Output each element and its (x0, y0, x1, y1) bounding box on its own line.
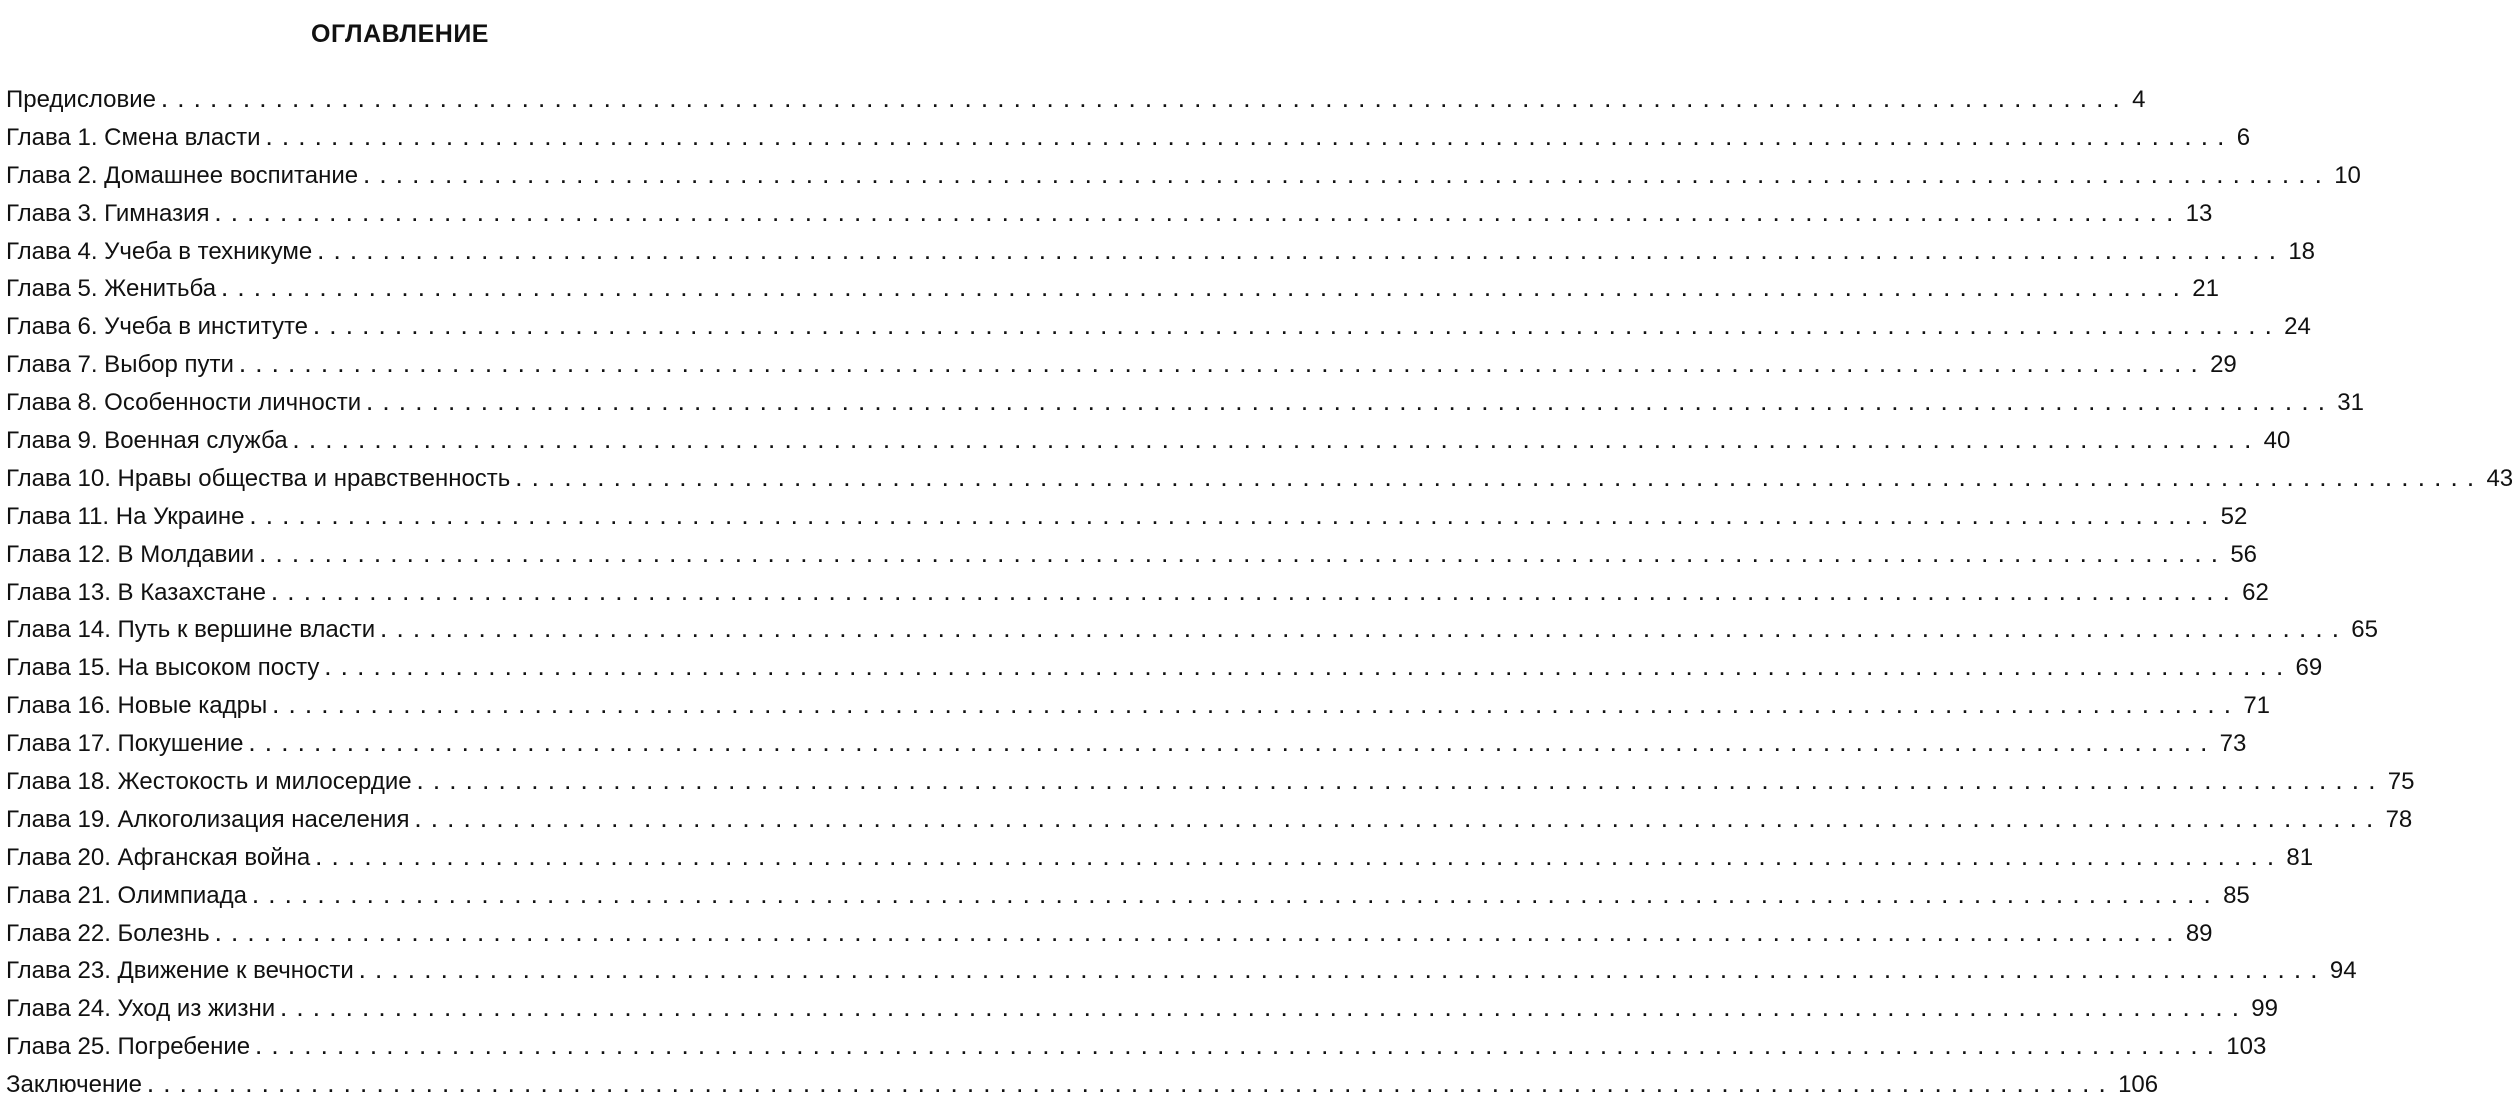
toc-entry (6, 993, 2278, 1031)
toc-entry-title: Глава 17. Покушение (6, 730, 244, 758)
dot-leader: ........................................................................................................................ (249, 735, 2218, 756)
toc-entry (6, 1031, 2267, 1069)
toc-entry (6, 880, 2250, 918)
toc-entry (6, 236, 2316, 274)
toc-entry-page-number: 103 (2226, 1033, 2267, 1061)
dot-leader: ........................................................................................................................ (293, 432, 2262, 453)
dot-leader: ........................................................................................................................ (256, 1038, 2225, 1059)
dot-leader: ........................................................................................................................ (325, 659, 2294, 680)
dot-leader: ........................................................................................................................ (415, 810, 2384, 831)
toc-entry-title: Глава 21. Олимпиада (6, 881, 247, 909)
toc-entry-page-number: 18 (2288, 237, 2316, 265)
toc-entry-title: Глава 9. Военная служба (6, 427, 288, 455)
toc-entry-page-number: 29 (2210, 351, 2237, 379)
dot-leader: ........................................................................................................................ (516, 469, 2485, 490)
toc-entry-page-number: 24 (2284, 313, 2311, 341)
toc-entry-title: Глава 4. Учеба в техникуме (6, 237, 313, 265)
dot-leader: ........................................................................................................................ (239, 356, 2209, 377)
toc-entry-title: Глава 25. Погребение (6, 1033, 251, 1061)
page-title: ОГЛАВЛЕНИЕ (311, 19, 489, 48)
dot-leader: ........................................................................................................................ (318, 242, 2287, 263)
dot-leader: ........................................................................................................................ (252, 886, 2222, 907)
toc-entry (6, 614, 2378, 652)
dot-leader: ........................................................................................................................ (314, 318, 2283, 339)
toc-entry-page-number: 56 (2230, 540, 2258, 568)
toc-entry-title: Глава 15. На высоком посту (6, 654, 320, 682)
table-of-contents (6, 84, 2513, 1107)
dot-leader: ........................................................................................................................ (266, 128, 2235, 149)
toc-entry (6, 311, 2311, 349)
toc-entry-page-number: 52 (2220, 502, 2248, 530)
toc-entry-page-number: 106 (2118, 1071, 2159, 1099)
dot-leader: ........................................................................................................................ (147, 1076, 2117, 1097)
toc-entry-title: Глава 19. Алкоголизация населения (6, 805, 410, 833)
toc-entry-title: Глава 6. Учеба в институте (6, 313, 309, 341)
toc-entry-page-number: 69 (2295, 654, 2323, 682)
toc-entry-page-number: 75 (2387, 768, 2415, 796)
toc-entry-page-number: 78 (2385, 805, 2413, 833)
dot-leader: ........................................................................................................................ (161, 91, 2131, 111)
dot-leader: ........................................................................................................................ (272, 583, 2241, 604)
dot-leader: ........................................................................................................................ (359, 962, 2328, 983)
toc-entry (6, 804, 2413, 842)
toc-entry (6, 842, 2314, 880)
dot-leader: ........................................................................................................................ (417, 773, 2386, 794)
toc-entry-title: Глава 5. Женитьба (6, 275, 217, 303)
toc-entry-title: Глава 22. Болезнь (6, 919, 210, 947)
toc-entry-title: Глава 18. Жестокость и милосердие (6, 768, 412, 796)
toc-entry-page-number: 65 (2351, 616, 2378, 644)
toc-entry (6, 728, 2247, 766)
toc-entry-page-number: 71 (2243, 692, 2271, 720)
toc-entry-title: Глава 2. Домашнее воспитание (6, 161, 359, 189)
dot-leader: ........................................................................................................................ (222, 280, 2191, 301)
toc-entry-title: Глава 8. Особенности личности (6, 389, 362, 417)
toc-entry-title: Глава 14. Путь к вершине власти (6, 616, 376, 644)
toc-entry-title: Глава 13. В Казахстане (6, 578, 267, 606)
toc-entry-title: Глава 1. Смена власти (6, 123, 261, 151)
toc-entry (6, 539, 2258, 577)
toc-entry (6, 349, 2237, 387)
toc-entry-title: Предисловие (6, 86, 156, 113)
toc-entry-page-number: 43 (2486, 464, 2513, 492)
toc-entry-page-number: 31 (2337, 389, 2364, 417)
toc-entry-title: Глава 12. В Молдавии (6, 540, 255, 568)
toc-entry-page-number: 85 (2223, 881, 2250, 909)
toc-entry (6, 501, 2248, 539)
dot-leader: ........................................................................................................................ (316, 848, 2285, 869)
toc-entry (6, 198, 2213, 236)
toc-entry-title: Глава 24. Уход из жизни (6, 995, 276, 1023)
toc-entry (6, 955, 2357, 993)
toc-entry (6, 160, 2361, 198)
toc-entry-page-number: 4 (2132, 86, 2146, 113)
toc-entry-page-number: 62 (2242, 578, 2269, 606)
toc-entry-title: Глава 10. Нравы общества и нравственность (6, 464, 511, 492)
toc-entry-page-number: 6 (2236, 123, 2251, 151)
toc-entry-title: Заключение (6, 1071, 142, 1099)
toc-entry-page-number: 21 (2192, 275, 2219, 303)
toc-entry (6, 425, 2291, 463)
toc-entry (6, 273, 2219, 311)
toc-entry-page-number: 73 (2219, 730, 2247, 758)
toc-entry-title: Глава 3. Гимназия (6, 199, 210, 227)
toc-entry (6, 84, 2146, 122)
toc-entry-title: Глава 16. Новые кадры (6, 692, 268, 720)
toc-entry-title: Глава 20. Афганская война (6, 843, 311, 871)
dot-leader: ........................................................................................................................ (260, 545, 2229, 566)
toc-entry-title: Глава 11. На Украине (6, 502, 245, 530)
toc-entry (6, 122, 2251, 160)
dot-leader: ........................................................................................................................ (281, 1000, 2250, 1021)
toc-entry (6, 387, 2364, 425)
toc-entry (6, 463, 2513, 501)
dot-leader: ........................................................................................................................ (364, 166, 2333, 187)
dot-leader: ........................................................................................................................ (367, 394, 2336, 415)
toc-entry-title: Глава 23. Движение к вечности (6, 957, 354, 985)
dot-leader: ........................................................................................................................ (215, 204, 2184, 225)
toc-entry-title: Глава 7. Выбор пути (6, 351, 234, 379)
toc-entry-page-number: 10 (2334, 161, 2361, 189)
dot-leader: ........................................................................................................................ (215, 924, 2184, 945)
toc-entry (6, 918, 2213, 956)
dot-leader: ........................................................................................................................ (250, 507, 2219, 528)
toc-entry-page-number: 40 (2263, 427, 2291, 455)
toc-entry (6, 1069, 2159, 1107)
toc-entry (6, 766, 2415, 804)
toc-entry-page-number: 99 (2251, 995, 2278, 1023)
toc-entry (6, 652, 2323, 690)
toc-entry (6, 577, 2269, 615)
dot-leader: ........................................................................................................................ (381, 621, 2350, 642)
toc-entry-page-number: 13 (2185, 199, 2213, 227)
toc-entry (6, 690, 2271, 728)
toc-entry-page-number: 89 (2185, 919, 2213, 947)
toc-entry-page-number: 81 (2286, 843, 2314, 871)
toc-entry-page-number: 94 (2329, 957, 2357, 985)
dot-leader: ........................................................................................................................ (273, 697, 2242, 718)
